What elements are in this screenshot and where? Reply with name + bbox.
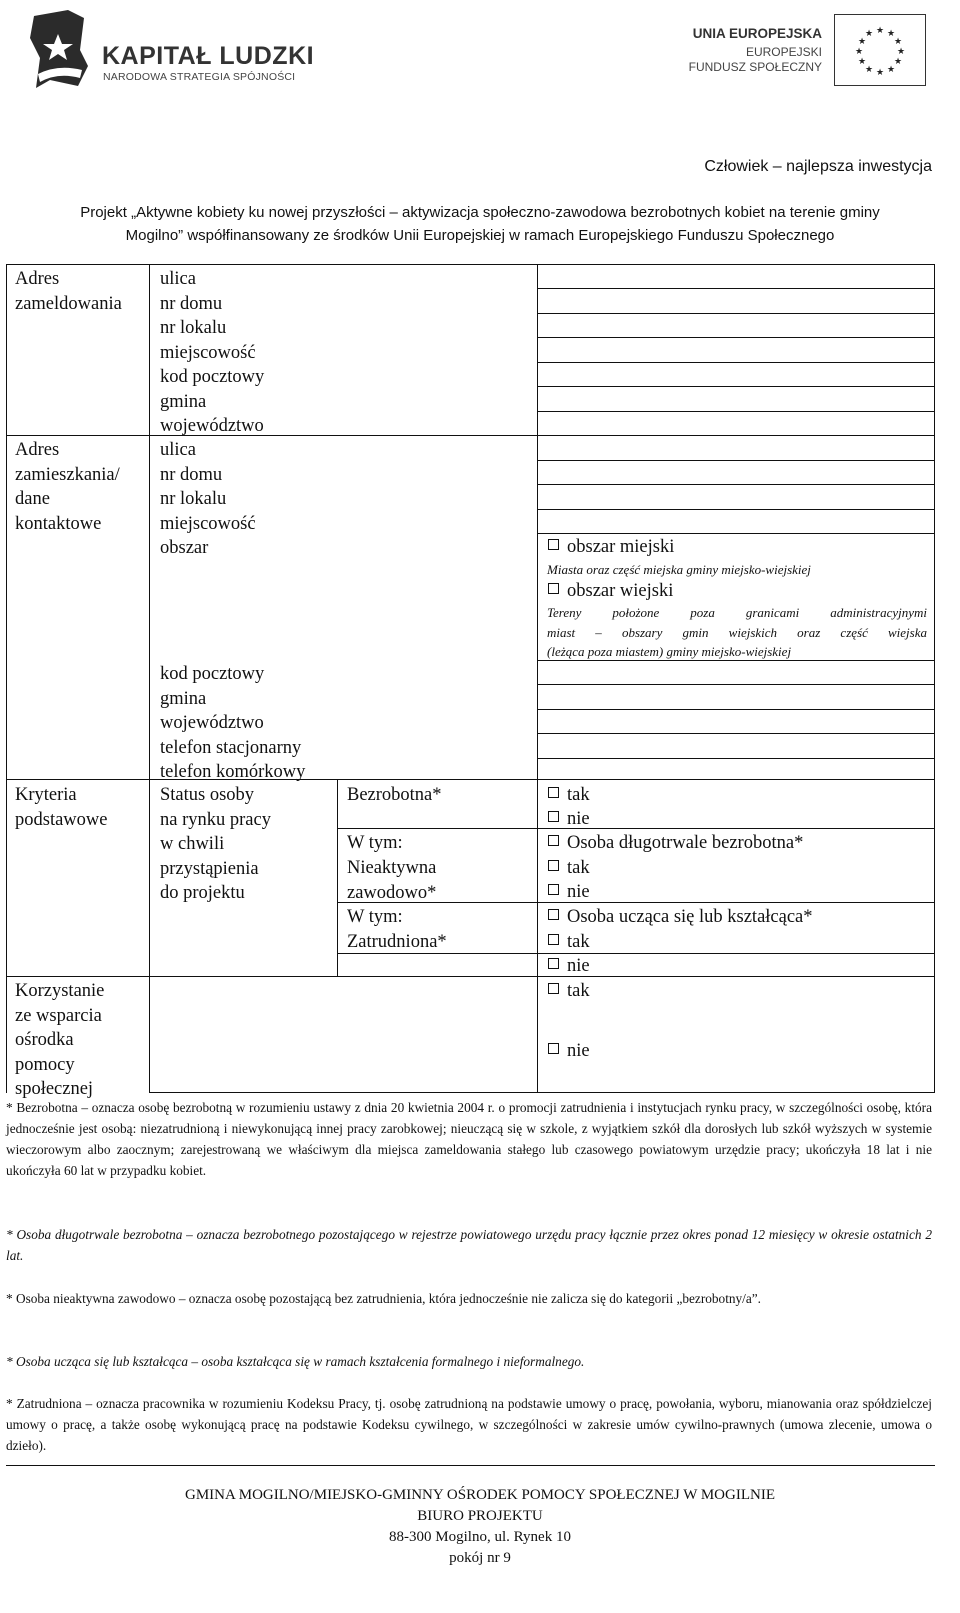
checkbox-icon[interactable]	[548, 539, 559, 550]
svg-text:★: ★	[893, 57, 903, 67]
field-label: gmina	[160, 391, 207, 412]
field-label: ulica	[160, 269, 196, 289]
footnote-nieaktywna-zawodowo: * Osoba nieaktywna zawodowo – oznacza osobę pozostającą bez zatrudnienia, która jednocześnie nie zalicza się do kategorii „bezrobotny/a”.	[6, 1291, 762, 1306]
field-label: miejscowość	[160, 513, 256, 534]
checkbox-icon[interactable]	[548, 958, 559, 969]
obszar-miejski-note: Miasta oraz część miejska gminy miejsko-wiejskiej	[547, 562, 811, 577]
svg-text:★: ★	[886, 65, 896, 75]
checkbox-icon[interactable]	[548, 835, 559, 846]
footer-divider	[6, 1465, 935, 1466]
status-w-tym-1: W tym:	[347, 833, 403, 853]
svg-text:★: ★	[864, 65, 874, 75]
footer-room: pokój nr 9	[449, 1550, 511, 1566]
zamieszkanie-field-labels-b	[160, 662, 305, 785]
participant-form-table	[6, 264, 935, 1099]
field-label: gmina	[160, 688, 207, 709]
field-label: nr domu	[160, 293, 223, 314]
option-uczaca-sie[interactable]: Osoba ucząca się lub kształcąca*	[548, 905, 813, 930]
section-adres-zamieszkania: Adres zamieszkania/ dane kontaktowe	[15, 440, 120, 534]
option-nieaktywna-tak[interactable]: tak	[548, 856, 590, 881]
footer-street: 88-300 Mogilno, ul. Rynek 10	[389, 1529, 571, 1545]
project-title	[0, 201, 960, 247]
eu-stars-flag-icon	[834, 14, 926, 86]
checkbox-icon[interactable]	[548, 787, 559, 798]
svg-text:★: ★	[857, 37, 867, 47]
field-label: kod pocztowy	[160, 664, 265, 684]
kapital-ludzki-flag-icon	[28, 8, 94, 90]
option-bezrobotna-tak[interactable]: tak	[548, 783, 590, 808]
kapital-ludzki-subtitle: NARODOWA STRATEGIA SPÓJNOŚCI	[103, 71, 296, 83]
option-pomoc-spoleczna-nie[interactable]: nie	[548, 1039, 590, 1064]
status-nieaktywna: Nieaktywna zawodowo*	[347, 858, 437, 903]
status-osoby-label: Status osoby na rynku pracy w chwili przystąpienia do projektu	[160, 785, 271, 903]
eu-logo-line3: FUNDUSZ SPOŁECZNY	[688, 60, 822, 74]
option-obszar-miejski[interactable]: obszar miejski	[548, 535, 674, 560]
svg-text:★: ★	[893, 37, 903, 47]
option-bezrobotna-nie[interactable]: nie	[548, 807, 590, 832]
field-label: województwo	[160, 713, 264, 733]
checkbox-icon[interactable]	[548, 884, 559, 895]
checkbox-icon[interactable]	[548, 583, 559, 594]
obszar-wiejski-note: Tereny położone poza granicami administracyjnymi miast – obszary gmin wiejskich oraz część wiejska (leżąca poza miastem) gminy miejsko-wiejskiej	[547, 605, 927, 659]
section-adres-zameldowania: Adres zameldowania	[15, 269, 122, 314]
project-title-line2: Mogilno” współfinansowany ze środków Unii Europejskiej w ramach Europejskiego Funduszu Społecznego	[125, 227, 835, 244]
checkbox-icon[interactable]	[548, 860, 559, 871]
field-label: nr domu	[160, 464, 223, 485]
field-label: kod pocztowy	[160, 367, 265, 387]
section-kryteria-podstawowe: Kryteria podstawowe	[15, 785, 108, 830]
option-dlugotrwale-bezrobotna[interactable]: Osoba długotrwale bezrobotna*	[548, 831, 803, 856]
footnote-zatrudniona: * Zatrudniona – oznacza pracownika w rozumieniu Kodeksu Pracy, tj. osobę zatrudnioną na podstawie umowy o pracę, powołania, wyboru, mianowania oraz spółdzielczej umowy o pracę, a także osobę wykonującą pracę na podstawie Kodeksu cywilnego, w szczególności w zakresie umów cywilno-prawnych (umowa zlecenie, umowa o dzieło).	[6, 1396, 932, 1453]
checkbox-icon[interactable]	[548, 934, 559, 945]
svg-text:★: ★	[864, 29, 874, 39]
kapital-ludzki-title: KAPITAŁ LUDZKI	[102, 42, 315, 70]
svg-text:★: ★	[886, 29, 896, 39]
section-korzystanie-z-pomocy: Korzystanie ze wsparcia ośrodka pomocy społecznej	[15, 981, 105, 1099]
option-obszar-wiejski[interactable]: obszar wiejski	[548, 579, 673, 604]
svg-text:★: ★	[854, 47, 864, 57]
svg-text:★: ★	[875, 26, 885, 36]
svg-text:★: ★	[896, 47, 906, 57]
slogan: Człowiek – najlepsza inwestycja	[704, 158, 932, 175]
checkbox-icon[interactable]	[548, 983, 559, 994]
kapital-ludzki-logo	[28, 8, 358, 100]
footer-office: BIURO PROJEKTU	[417, 1508, 543, 1524]
checkbox-icon[interactable]	[548, 909, 559, 920]
checkbox-icon[interactable]	[548, 1043, 559, 1054]
svg-text:★: ★	[875, 68, 885, 78]
zameldowanie-field-labels	[160, 267, 264, 439]
footnote-dlugotrwale-bezrobotna: * Osoba długotrwale bezrobotna – oznacza bezrobotnego pozostającego w rejestrze powiatowego urzędu pracy łącznie przez okres ponad 12 miesięcy w okresie ostatnich 2 lat.	[6, 1227, 932, 1263]
status-bezrobotna: Bezrobotna*	[347, 785, 442, 805]
option-nieaktywna-nie[interactable]: nie	[548, 880, 590, 905]
field-label: województwo	[160, 416, 264, 436]
footnote-uczaca-sie: * Osoba ucząca się lub kształcąca – osoba kształcąca się w ramach kształcenia formalnego i nieformalnego.	[6, 1354, 585, 1369]
footnote-bezrobotna: * Bezrobotna – oznacza osobę bezrobotną w rozumieniu ustawy z dnia 20 kwietnia 2004 r. o promocji zatrudnienia i instytucjach rynku pracy, w szczególności osobę, która jednocześnie jest osobą: niezatrudnioną i niewykonującą innej pracy zarobkowej; nieuczącą się w szkole, z wyjątkiem szkół dla dorosłych lub szkół wyższych w systemie wieczorowym albo zaocznym; zarejestrowaną we właściwym dla miejsca zameldowania stałego lub czasowego powiatowym urzędzie pracy; ukończyła 18 lat i nie ukończyła 60 lat w przypadku kobiet.	[6, 1100, 932, 1178]
option-zatrudniona-nie[interactable]: nie	[548, 954, 590, 979]
zamieszkanie-field-labels-a	[160, 438, 256, 561]
option-pomoc-spoleczna-tak[interactable]: tak	[548, 979, 590, 1004]
status-w-tym-2: W tym:	[347, 907, 403, 927]
field-label: nr lokalu	[160, 318, 227, 338]
field-label: nr lokalu	[160, 489, 227, 509]
footer-address	[0, 1485, 960, 1569]
project-title-line1: Projekt „Aktywne kobiety ku nowej przyszłości – aktywizacja społeczno-zawodowa bezrobotnych kobiet na terenie gminy	[80, 204, 880, 221]
checkbox-icon[interactable]	[548, 811, 559, 822]
field-label: miejscowość	[160, 342, 256, 363]
field-label: ulica	[160, 440, 196, 460]
footer-institution: GMINA MOGILNO/MIEJSKO-GMINNY OŚRODEK POMOCY SPOŁECZNEJ W MOGILNIE	[184, 1487, 775, 1503]
eu-logo-line1: UNIA EUROPEJSKA	[692, 26, 822, 41]
field-label: telefon komórkowy	[160, 762, 306, 782]
svg-text:★: ★	[857, 57, 867, 67]
field-label: obszar	[160, 538, 209, 558]
eu-logo	[690, 14, 930, 86]
eu-logo-line2: EUROPEJSKI	[745, 45, 822, 59]
option-zatrudniona-tak[interactable]: tak	[548, 930, 590, 955]
field-label: telefon stacjonarny	[160, 737, 302, 758]
status-zatrudniona: Zatrudniona*	[347, 932, 447, 952]
